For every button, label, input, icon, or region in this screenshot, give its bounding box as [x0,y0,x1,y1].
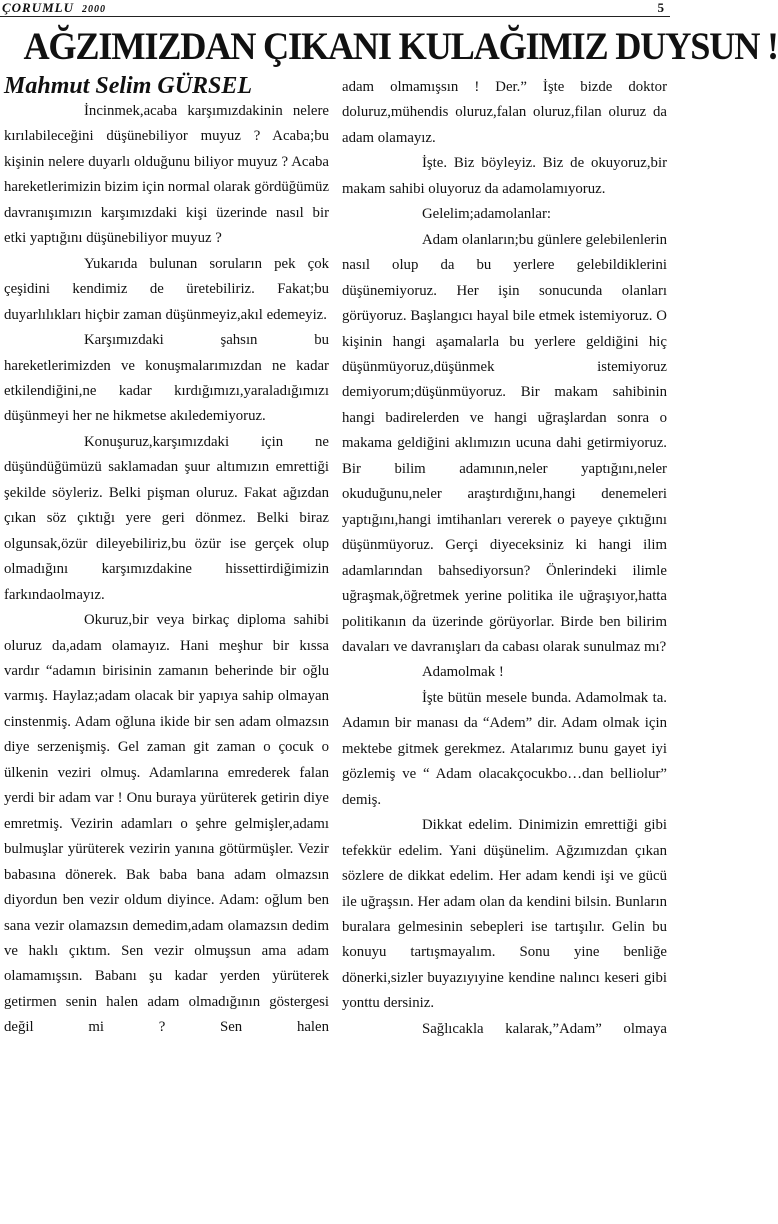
paragraph: İncinmek,acaba karşımızdakinin nelere kırılabileceğini düşünebiliyor muyuz ? Acaba;bu kişinin nelere duyarlı olduğunu biliyor muyuz ? Acaba hareketlerimizin bizim için normal olarak gördüğümüz davranışımızın karşımızdaki kişi üzerinde nasıl bir etki yaptığını düşünebiliyor muyuz ? [4,103,330,247]
paragraph: Sağlıcakla kalarak,”Adam” olmaya [422,1020,667,1037]
article-author: Mahmut Selim GÜRSEL [4,73,253,99]
publication-year: 2000 [82,4,107,15]
paragraph: Konuşuruz,karşımızdaki için ne düşündüğümüzü saklamadan şuur altımızın emrettiği şekilde söyleriz. Belki pişman oluruz. Fakat ağızdan çıkan söz çıktığı yere geri dönmez. Belki biraz olgunsak,özür dileyebiliriz,bu özür ise gerçek olup olmadığını karşımızdakine hissettirdiğimizin farkındaolmayız. [4,433,329,603]
article-column-left [4,99,329,1041]
paragraph: Yukarıda bulunan soruların pek çok çeşidini kendimiz de üretebiliriz. Fakat;bu duyarlılıkları hiçbir zaman düşünmeyiz,akıl edemeyiz. [4,255,329,323]
paragraph: İşte bütün mesele bunda. Adamolmak ta. Adamın bir manası da “Adem” dir. Adam olmak için mektebe gitmek gerekmez. Atalarımız bunu gayet iyi gözlemiş ve “ Adam olacakçocukbo…dan belliolur” demiş. [342,689,667,808]
page-header [0,0,670,14]
paragraph: Dikkat edelim. Dinimizin emrettiği gibi tefekkür edelim. Yani düşünelim. Ağzımızdan çıkan sözlere de dikkat edelim. Her adam kendi işi ve gücü ile uğraşsın. Her adam olan da kendini bilsin. Bunların buralara gelmesinin sebepleri ise tartışılır. Gelin bu konuyu tartışmayalım. Sonu yine benliğe dönerki,sizler buyazıyıyine kendine nalıncı keseri gibi yonttu dersiniz. [342,817,667,1012]
paragraph: Okuruz,bir veya birkaç diploma sahibi oluruz da,adam olamayız. Hani meşhur bir kıssa vardır “adamın birisinin zamanın beherinde bir oğlu varmış. Haylaz;adam olacak bir yapıya sahip olmayan cinstenmiş. Adam oğluna ikide bir sen adam olmazsın diye serzenişmiş. Gel zaman git zaman o çocuk o ülkenin veziri olmuş. Adamlarına emrederek falan yerdi bir adam var ! Onu buraya yürüterek getirin diye emretmiş. Vezirin adamları o şehre gelmişler,adamı bulmuşlar yürüterek vezirin yanına götürmüşler. Vezir babasına dönerek. Bak baba bana adam olmazsın diyordun ben vezir oldum diyince. Adam: oğlum ben sana vezir olamazsın demedim,adam olamazsın dedim ve haklı çıktım. Sen vezir olmuşsun ama adam olamamışsın. Babanı şu kadar yerden yürüterek getirmen senin halen adam olmadığının göstergesi değil mi ? Sen halen [4,612,329,1036]
paragraph: Adamolmak ! [422,664,504,681]
publication-masthead [2,0,106,16]
article-column-right [342,75,667,1042]
article-headline: AĞZIMIZDAN ÇIKANI KULAĞIMIZ DUYSUN ! [23,25,778,68]
page-number: 5 [657,0,664,15]
paragraph: Gelelim;adamolanlar: [422,206,552,223]
publication-name: ÇORUMLU [2,0,75,15]
paragraph: adam olmamışsın ! Der.” İşte bizde doktor doluruz,mühendis oluruz,falan oluruz,filan oluruz da adam olamayız. [342,79,667,146]
paragraph: Adam olanların;bu günlere gelebilenlerin nasıl olup da bu yerlere gelebildiklerini düşünemiyoruz. Her işin sonucunda olanları görüyoruz. Başlangıcı hayal bile etmek istemiyoruz. O kişinin hangi aşamalarla bu yerlere geldiğini hiç düşünmüyoruz,düşünmek istemiyoruz demiyorum;düşünmüyoruz. Bir makam sahibinin hangi badirelerden ve hangi uğraşlardan sonra o makama geldiğini aklımızın ucuna dahi getirmiyoruz. Bir bilim adamının,neler yaptığını,neler okuduğunu,neler araştırdığını,hangi denemeleri yaptığını,hangi imtihanları vererek o payeye çıktığını düşünmüyoruz. Gerçi diyeceksiniz ki hangi ilim adamlarından bahsediyorsun? Önlerindeki ilimle uğraşmak,öğretmek yerine politika ile uğraşıyor,hatta politikanın da üzerinde görüyorlar. Birde ben bilirim davaları ve davranışları da cabası olarak sunulmaz mı? [342,231,667,655]
paragraph: İşte. Biz böyleyiz. Biz de okuyoruz,bir makam sahibi oluyoruz da adamolamıyoruz. [342,155,667,197]
paragraph: Karşımızdaki şahsın bu hareketlerimizden ve konuşmalarımızdan ne kadar etkilendiğini,ne kadar kırdığımızı,yaraladığımızı düşünmeyi her ne hikmetse akıledemiyoruz. [4,332,329,425]
header-divider [0,16,670,17]
